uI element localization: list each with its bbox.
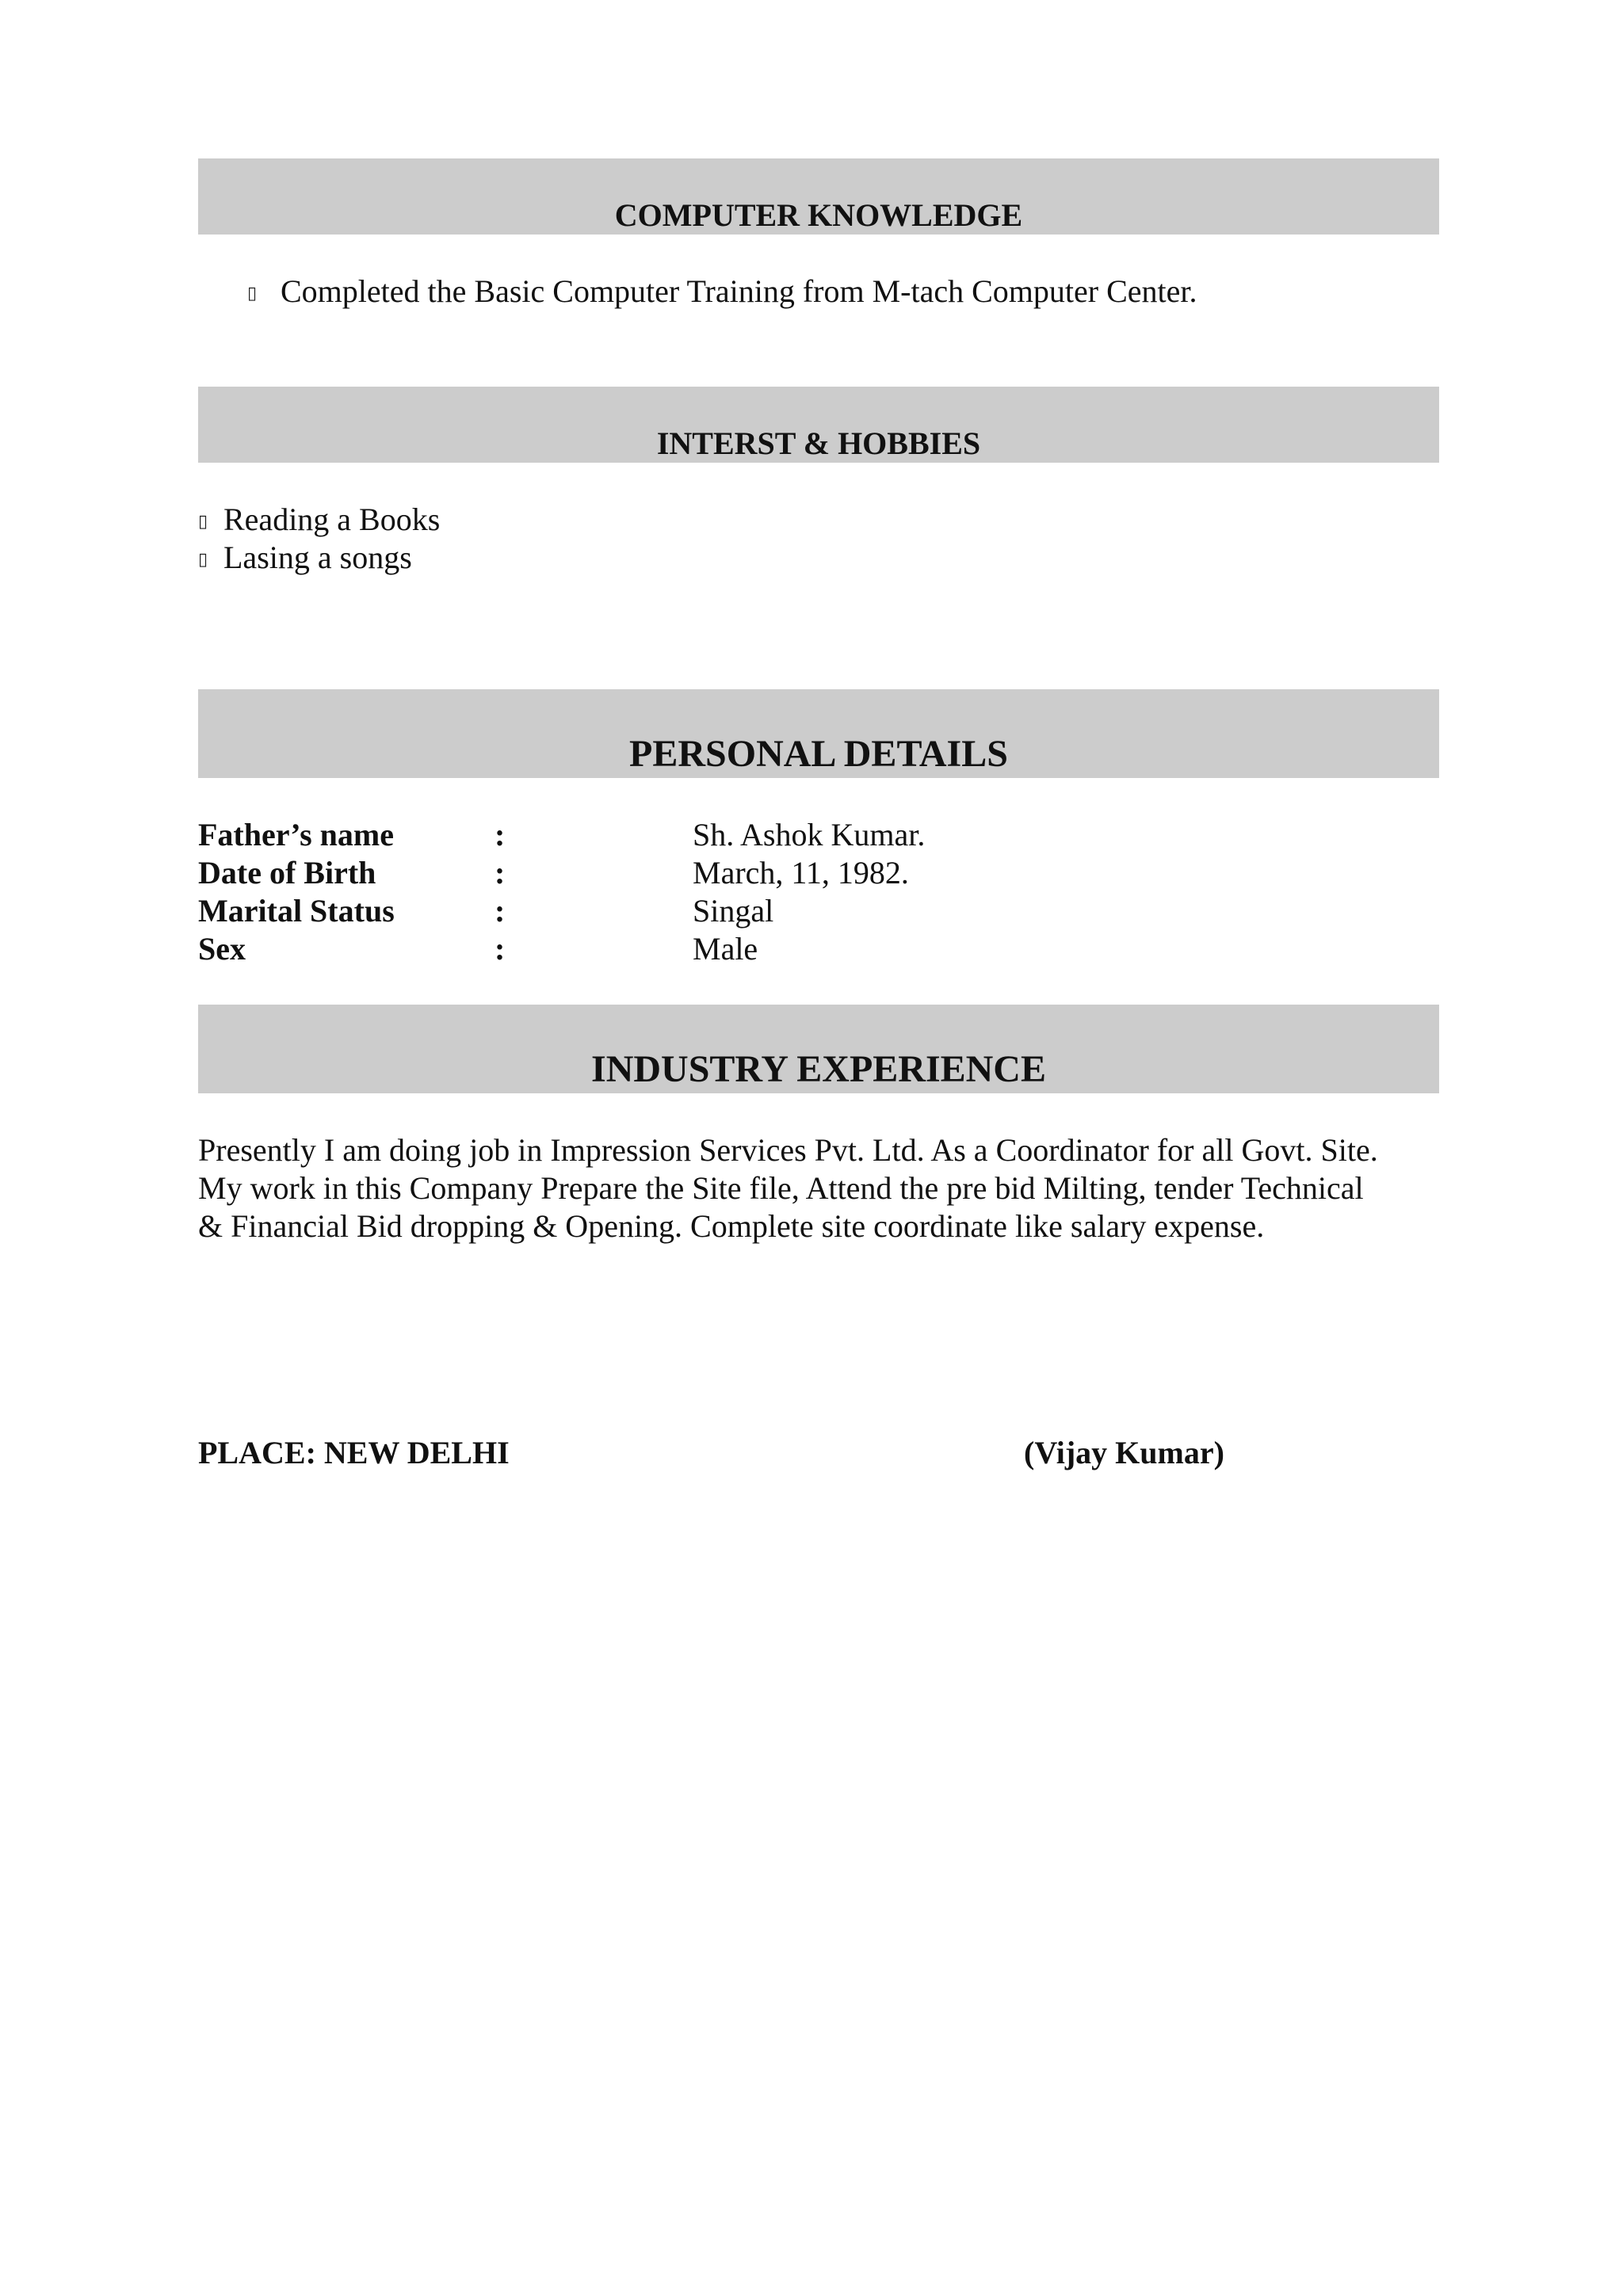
bullet-icon: ▯ bbox=[247, 283, 258, 303]
detail-value: Singal bbox=[693, 893, 774, 929]
detail-separator: : bbox=[495, 931, 506, 967]
paragraph-line: My work in this Company Prepare the Site file, Attend the pre bid Milting, tender Technical bbox=[198, 1170, 1364, 1206]
hobby-item: Lasing a songs bbox=[223, 540, 412, 575]
bullet-icon: ▯ bbox=[198, 511, 208, 531]
computer-knowledge-header bbox=[198, 158, 1439, 235]
computer-knowledge-item: Completed the Basic Computer Training from M-tach Computer Center. bbox=[281, 273, 1197, 309]
paragraph-line: Presently I am doing job in Impression Services Pvt. Ltd. As a Coordinator for all Govt. Site. bbox=[198, 1132, 1378, 1168]
detail-label: Sex bbox=[198, 931, 246, 967]
detail-value: Male bbox=[693, 931, 758, 967]
bullet-icon: ▯ bbox=[198, 549, 208, 569]
detail-label: Father’s name bbox=[198, 817, 394, 852]
detail-label: Date of Birth bbox=[198, 855, 376, 891]
paragraph-line: & Financial Bid dropping & Opening. Complete site coordinate like salary expense. bbox=[198, 1208, 1265, 1244]
hobbies-header bbox=[198, 387, 1439, 463]
detail-separator: : bbox=[495, 855, 506, 891]
personal-details-header bbox=[198, 689, 1439, 778]
section-title: COMPUTER KNOWLEDGE bbox=[614, 197, 1023, 233]
section-title: INDUSTRY EXPERIENCE bbox=[591, 1048, 1046, 1090]
detail-value: Sh. Ashok Kumar. bbox=[693, 817, 926, 852]
signature-name: (Vijay Kumar) bbox=[1024, 1435, 1224, 1470]
industry-experience-text bbox=[198, 1131, 1466, 1245]
detail-label: Marital Status bbox=[198, 893, 395, 929]
detail-separator: : bbox=[495, 893, 506, 929]
section-title: INTERST & HOBBIES bbox=[656, 425, 981, 461]
section-title: PERSONAL DETAILS bbox=[629, 733, 1008, 775]
detail-separator: : bbox=[495, 817, 506, 852]
place-label: PLACE: NEW DELHI bbox=[198, 1435, 510, 1470]
hobby-item: Reading a Books bbox=[223, 502, 441, 537]
industry-experience-header bbox=[198, 1005, 1439, 1093]
detail-value: March, 11, 1982. bbox=[693, 855, 909, 891]
